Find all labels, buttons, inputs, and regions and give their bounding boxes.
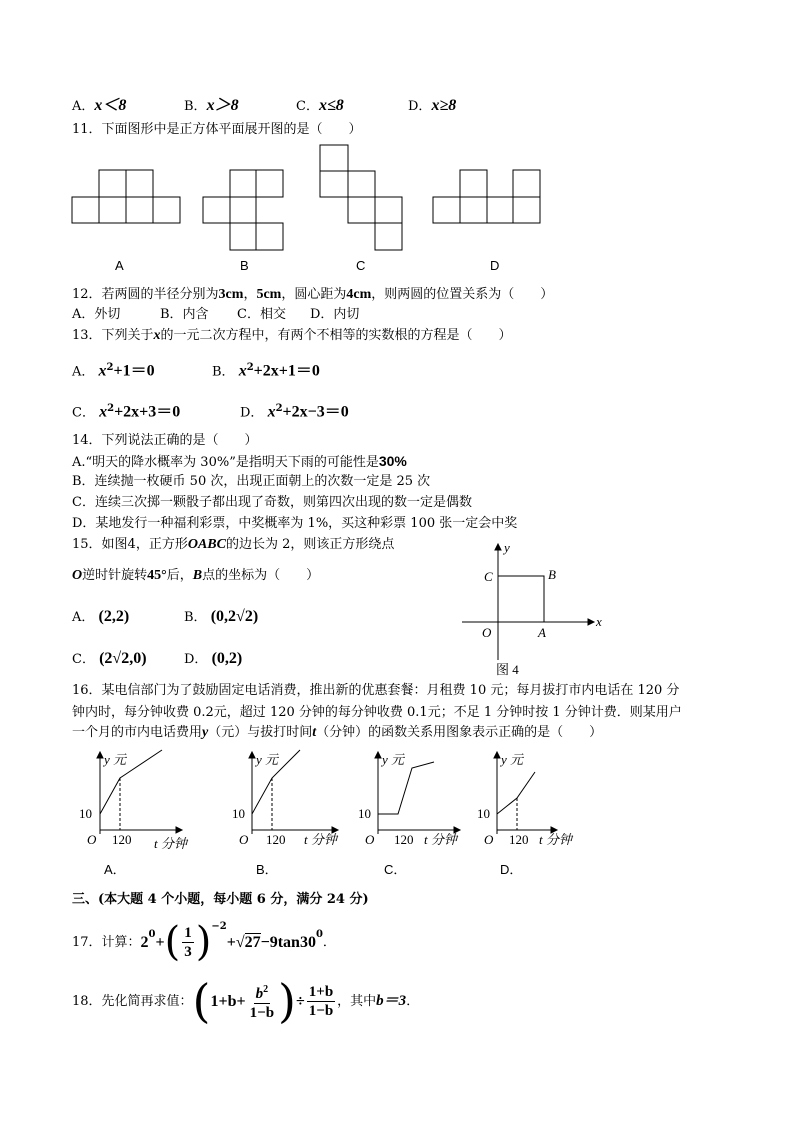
q16-line2: 钟内时，每分钟收费 0.2元，超过 120 分钟的每分钟收费 0.1元；不足 1 分钟时按 1 分钟计费．则某用户 (72, 705, 682, 720)
q13-option-c: C． $x^2+2x+3=0$ (72, 403, 181, 421)
fig4-label-o: O (482, 625, 492, 640)
svg-text:t 分钟: t 分钟 (304, 832, 337, 847)
q10-option-b: B．x＞8 (184, 97, 239, 114)
q16-label-a: A． (104, 862, 126, 877)
q16-line1: 16．某电信部门为了鼓励固定电话消费，推出新的优惠套餐：月租费 10 元；每月拔打市内电话在 120 分 (72, 683, 680, 698)
svg-text:120: 120 (266, 832, 286, 847)
svg-text:O: O (87, 832, 97, 847)
svg-text:O: O (365, 832, 375, 847)
q11-net-b (203, 170, 283, 250)
q14-stem: 14．下列说法正确的是（ ） (72, 433, 258, 448)
svg-text:y 元: y 元 (104, 752, 127, 767)
fig4-caption: 图 4 (496, 662, 519, 677)
q16-label-b: B． (256, 862, 278, 877)
q15-option-b: B． (0,2√2) (184, 608, 259, 625)
svg-text:y 元: y 元 (501, 752, 524, 767)
q11-net-c (320, 145, 402, 250)
q16-label-d: D． (500, 862, 523, 877)
svg-text:10: 10 (79, 806, 92, 821)
q11-net-a (72, 170, 180, 224)
q12-option-d: D．内切 (310, 307, 360, 322)
svg-text:t 分钟: t 分钟 (539, 832, 572, 847)
q10-option-d: D．x≥8 (408, 97, 457, 114)
fig4-y-arrow (495, 544, 501, 550)
q16-graph-c (356, 748, 486, 854)
q13-option-b: B． $x^2+2x+1=0$ (212, 362, 320, 380)
q15-option-d: D． (0,2) (184, 650, 243, 667)
svg-text:y 元: y 元 (256, 752, 279, 767)
q16-label-c: C． (384, 862, 407, 877)
q15-option-c: C． (2√2,0) (72, 650, 147, 667)
svg-text:120: 120 (509, 832, 529, 847)
q13-stem: 13．下列关于x的一元二次方程中，有两个不相等的实数根的方程是（ ） (72, 328, 512, 343)
q11-stem: 11．下面图形中是正方体平面展开图的是（ ） (72, 122, 362, 137)
q18-expression: 18．先化简再求值： ( 1+b+ $\frac{b^2}{1-b}$ ) ÷ $\frac{1+b}{1-b}$ ，其中 b＝3 ． (72, 974, 420, 1028)
svg-text:120: 120 (112, 832, 132, 847)
q11-label-b: B (240, 258, 249, 273)
svg-text:10: 10 (358, 806, 371, 821)
q11-label-a: A (115, 258, 124, 273)
q12-option-b: B．内含 (160, 307, 209, 322)
svg-text:t 分钟: t 分钟 (424, 832, 457, 847)
svg-text:O: O (239, 832, 249, 847)
svg-text:10: 10 (477, 806, 490, 821)
q16-line3: 一个月的市内电话费用y（元）与拔打时间t（分钟）的函数关系用图象表示正确的是（ ） (72, 725, 603, 740)
q15-line1: 15．如图4，正方形OABC的边长为 2，则该正方形绕点 (72, 537, 395, 552)
fig4-label-c: C (484, 569, 493, 584)
q13-option-a: A． $x^2+1=0$ (72, 362, 155, 380)
svg-text:y 元: y 元 (382, 752, 405, 767)
fig4-label-a: A (538, 625, 546, 640)
svg-text:O: O (484, 832, 494, 847)
fig4-label-y: y (504, 540, 510, 555)
q12-stem: 12．若两圆的半径分别为3cm，5cm，圆心距为4cm，则两圆的位置关系为（ ） (72, 287, 554, 302)
fig4-label-b: B (548, 567, 556, 582)
q11-label-d: D (490, 258, 500, 273)
q17-expression: 17．计算： 2 $^0$ + ( $\frac{1}{3}$ ) $^{-2}$ + √ 27 −9tan30 $^0$ ． (72, 919, 336, 965)
fig4-x-arrow (588, 619, 594, 625)
figure-4 (460, 540, 610, 680)
q12-option-a: A．外切 (72, 307, 121, 322)
q12-option-c: C．相交 (237, 307, 286, 322)
fig4-label-x: x (596, 614, 602, 629)
q16-graph-a (72, 748, 202, 854)
svg-text:120: 120 (394, 832, 414, 847)
q14-option-d: D．某地发行一种福利彩票，中奖概率为 1%，买这种彩票 100 张一定会中奖 (72, 516, 518, 531)
q16-graph-b (228, 748, 358, 854)
q11-net-d (433, 170, 540, 224)
q10-option-a: A．x＜8 (72, 97, 127, 114)
q14-option-b: B．连续抛一枚硬币 50 次，出现正面朝上的次数一定是 25 次 (72, 474, 431, 489)
q13-option-d: D． $x^2+2x-3=0$ (240, 403, 349, 421)
q16-graph-d (475, 748, 605, 854)
q14-option-a: A.“明天的降水概率为 30%”是指明天下雨的可能性是30% (72, 453, 407, 470)
svg-text:10: 10 (232, 806, 245, 821)
q11-label-c: C (356, 258, 366, 273)
fig4-square (498, 576, 544, 622)
q10-option-c: C．x≤8 (296, 97, 344, 114)
q15-line2: O逆时针旋转45°后，B点的坐标为（ ） (72, 568, 320, 583)
q14-option-c: C．连续三次掷一颗骰子都出现了奇数，则第四次出现的数一定是偶数 (72, 495, 472, 510)
q15-option-a: A． (2,2) (72, 608, 130, 625)
svg-text:t 分钟: t 分钟 (154, 836, 187, 851)
section3-title: 三、(本大题 4 个小题，每小题 6 分，满分 24 分) (72, 892, 369, 907)
